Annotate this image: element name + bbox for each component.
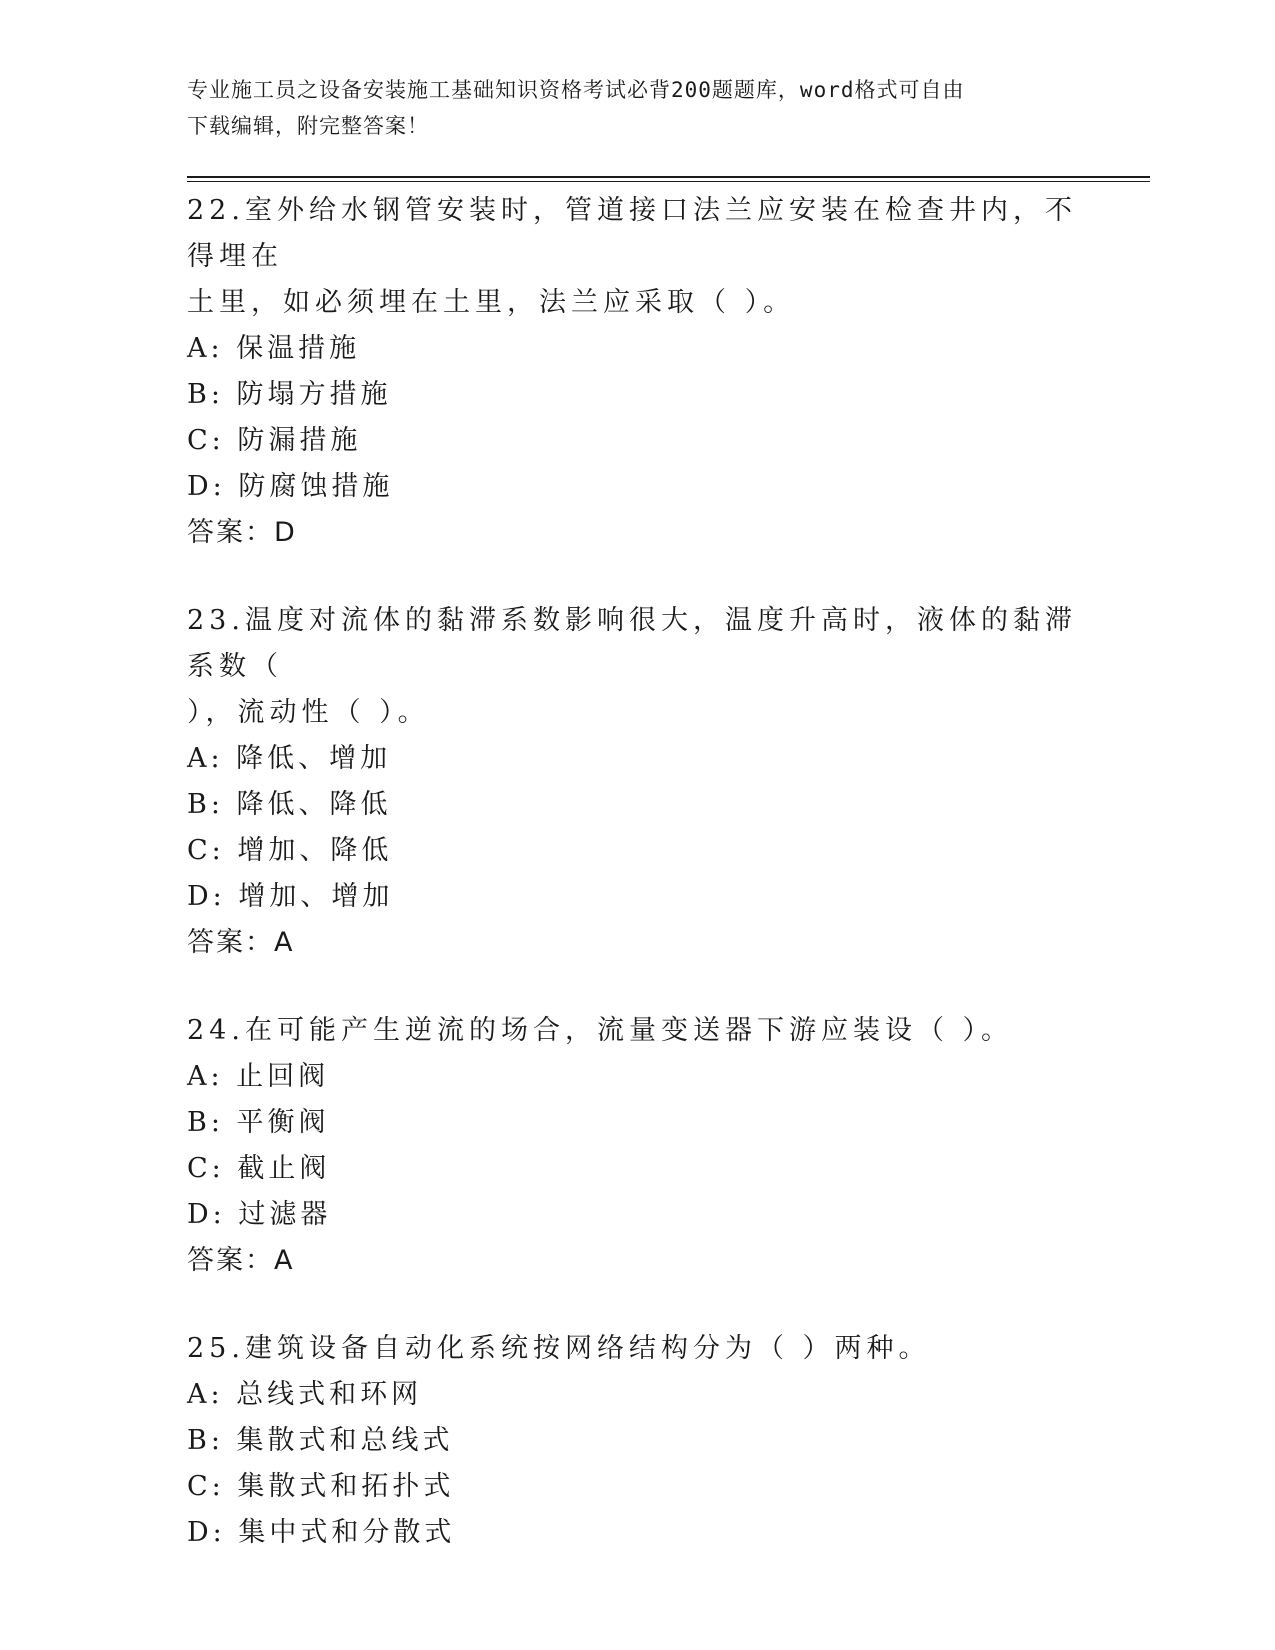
option-a: A: 降低、增加 xyxy=(187,743,392,774)
option-a: A: 总线式和环网 xyxy=(187,1379,423,1410)
question-25 xyxy=(187,1326,1087,1556)
option-c: C: 截止阀 xyxy=(187,1153,331,1184)
option-d: D: 防腐蚀措施 xyxy=(187,471,394,502)
question-24 xyxy=(187,1008,1087,1284)
answer-line: 答案：D xyxy=(187,517,297,548)
answer-line: 答案：A xyxy=(187,1245,295,1276)
option-c: C: 集散式和拓扑式 xyxy=(187,1471,455,1502)
option-c: C: 增加、降低 xyxy=(187,835,393,866)
option-b: B: 集散式和总线式 xyxy=(187,1425,454,1456)
option-d: D: 增加、增加 xyxy=(187,881,394,912)
option-d: D: 集中式和分散式 xyxy=(187,1517,456,1548)
option-a: A: 止回阀 xyxy=(187,1061,330,1092)
question-22 xyxy=(187,188,1087,556)
option-b: B: 降低、降低 xyxy=(187,789,392,820)
question-stem-line: 22.室外给水钢管安装时，管道接口法兰应安装在检查井内，不得埋在 xyxy=(187,195,1077,272)
header-divider-thick xyxy=(187,176,1150,178)
question-stem-line: 23.温度对流体的黏滞系数影响很大，温度升高时，液体的黏滞系数（ xyxy=(187,605,1077,682)
question-23 xyxy=(187,598,1087,966)
option-b: B: 平衡阀 xyxy=(187,1107,330,1138)
header-line-1: 专业施工员之设备安装施工基础知识资格考试必背200题题库，word格式可自由 xyxy=(187,78,965,102)
question-stem-line: 25.建筑设备自动化系统按网络结构分为（ ）两种。 xyxy=(187,1333,931,1364)
answer-line: 答案：A xyxy=(187,927,295,958)
option-c: C: 防漏措施 xyxy=(187,425,362,456)
question-stem-line: ），流动性（ ）。 xyxy=(187,697,430,728)
question-stem-line: 24.在可能产生逆流的场合，流量变送器下游应装设（ ）。 xyxy=(187,1015,1014,1046)
question-stem-line: 土里，如必须埋在土里，法兰应采取（ ）。 xyxy=(187,287,796,318)
option-b: B: 防塌方措施 xyxy=(187,379,392,410)
header-line-2: 下载编辑，附完整答案！ xyxy=(187,114,429,138)
document-header xyxy=(187,72,1087,144)
question-list xyxy=(187,188,1087,1556)
header-divider-thin xyxy=(187,181,1150,182)
option-d: D: 过滤器 xyxy=(187,1199,332,1230)
option-a: A: 保温措施 xyxy=(187,333,361,364)
